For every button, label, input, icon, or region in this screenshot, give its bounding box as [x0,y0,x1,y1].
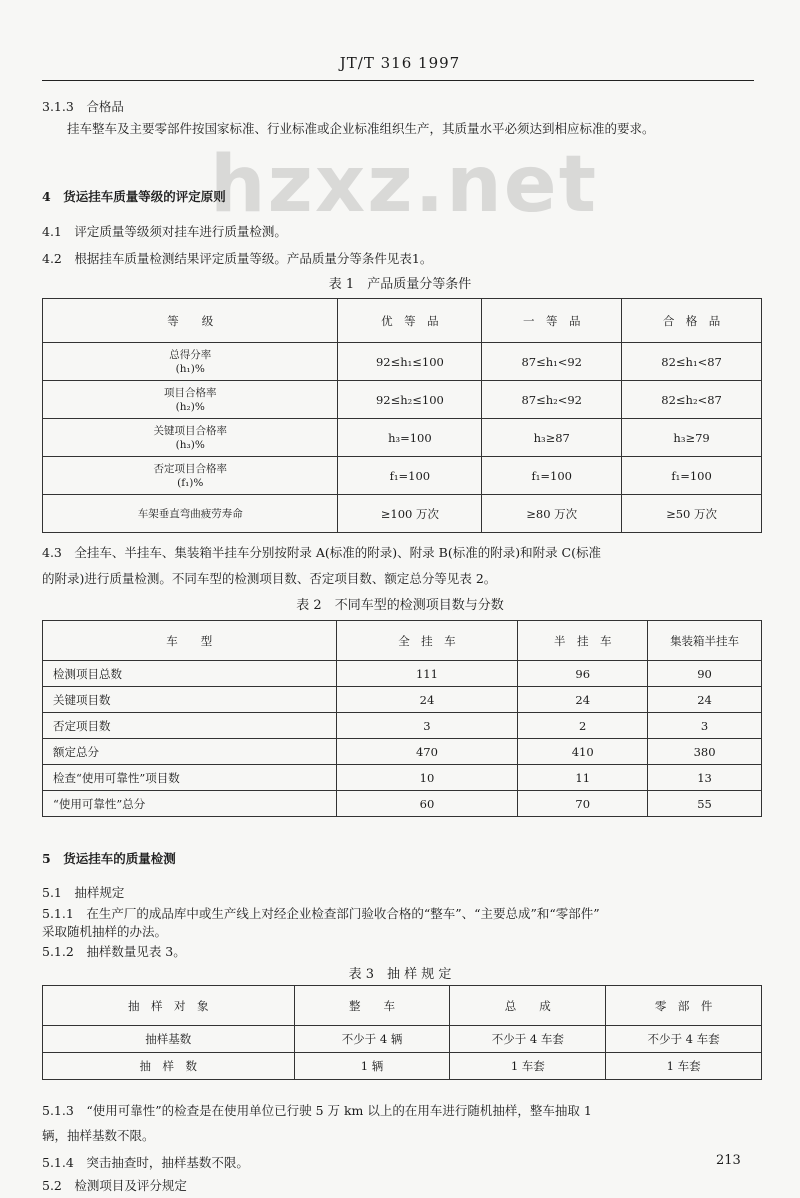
section-4-2: 4.2 根据挂车质量检测结果评定质量等级。产品质量分等条件见表1。 [42,251,433,266]
section-5-1-4: 5.1.4 突击抽查时，抽样基数不限。 [42,1155,249,1170]
table-row [43,495,762,533]
table-row [43,791,762,817]
standard-header: JT/T 316 1997 [339,54,461,72]
table-3-header-cell: 零 部 件 [606,986,762,1026]
table-row [43,1026,762,1053]
table-cell: 87≤h₁<92 [482,343,622,381]
section-3-1-3-body: 挂车整车及主要零部件按国家标准、行业标准或企业标准组织生产，其质量水平必须达到相应标准的要求。 [67,121,655,136]
table-2-header-cell: 车 型 [43,621,337,661]
table-cell: 1 辆 [294,1053,450,1080]
table-cell: 70 [518,791,648,817]
table-cell: 10 [336,765,518,791]
table-cell: 3 [336,713,518,739]
section-5-1-heading: 5.1 抽样规定 [42,885,125,900]
table-cell: 92≤h₁≤100 [338,343,482,381]
table-cell: 60 [336,791,518,817]
table-cell: 1 车套 [450,1053,606,1080]
table-cell: f₁=100 [338,457,482,495]
section-3-1-3-heading: 3.1.3 合格品 [42,99,124,114]
table-row [43,457,762,495]
table-2-row-label: 额定总分 [43,739,337,765]
table-cell: 96 [518,661,648,687]
table-cell: ≥80 万次 [482,495,622,533]
table-cell: 11 [518,765,648,791]
table-row [43,1053,762,1080]
table-2-header-cell: 全 挂 车 [336,621,518,661]
section-4-3-line-1: 4.3 全挂车、半挂车、集装箱半挂车分别按附录 A(标准的附录)、附录 B(标准的附录)和附录 C(标准 [42,545,601,560]
table-cell: 1 车套 [606,1053,762,1080]
table-cell: 24 [648,687,762,713]
table-cell: h₃=100 [338,419,482,457]
section-5-1-2: 5.1.2 抽样数量见表 3。 [42,944,186,959]
table-cell: 92≤h₂≤100 [338,381,482,419]
table-3-header-cell: 整 车 [294,986,450,1026]
watermark: hzxz.net [210,140,598,230]
table-2-row-label: 否定项目数 [43,713,337,739]
table-cell: 不少于 4 车套 [450,1026,606,1053]
section-5-1-1-line-1: 5.1.1 在生产厂的成品库中或生产线上对经企业检查部门验收合格的“整车”、“主要总成”和“零部件” [42,906,600,921]
table-cell: 13 [648,765,762,791]
table-cell: f₁=100 [622,457,762,495]
table-1-header-row [43,299,762,343]
table-2-row-label: 检查“使用可靠性”项目数 [43,765,337,791]
table-1-row-label: 总得分率 (h₁)% [43,343,338,381]
section-5-heading: 5 货运挂车的质量检测 [42,851,176,866]
section-5-1-1-line-2: 采取随机抽样的办法。 [42,924,168,939]
header-rule [42,80,754,81]
table-cell: ≥50 万次 [622,495,762,533]
table-1-row-label: 否定项目合格率 (f₁)% [43,457,338,495]
table-cell: 82≤h₁<87 [622,343,762,381]
table-cell: 82≤h₂<87 [622,381,762,419]
table-2-header-row [43,621,762,661]
table-row [43,381,762,419]
table-2-caption: 表 2 不同车型的检测项目数与分数 [296,598,504,613]
table-cell: 90 [648,661,762,687]
section-5-1-3-line-1: 5.1.3 “使用可靠性”的检查是在使用单位已行驶 5 万 km 以上的在用车进行随机抽样，整车抽取 1 [42,1103,592,1118]
table-2-row-label: 检测项目总数 [43,661,337,687]
section-4-heading: 4 货运挂车质量等级的评定原则 [42,189,226,204]
table-cell: f₁=100 [482,457,622,495]
section-5-2-heading: 5.2 检测项目及评分规定 [42,1178,187,1193]
table-cell: 不少于 4 车套 [606,1026,762,1053]
table-2-header-cell: 半 挂 车 [518,621,648,661]
table-3-header-cell: 抽 样 对 象 [43,986,295,1026]
table-3-row-label: 抽 样 数 [43,1053,295,1080]
table-3-row-label: 抽样基数 [43,1026,295,1053]
table-1-header-cell: 优 等 品 [338,299,482,343]
table-cell: 111 [336,661,518,687]
table-1-row-label: 车架垂直弯曲疲劳寿命 [43,495,338,533]
table-cell: ≥100 万次 [338,495,482,533]
table-cell: h₃≥79 [622,419,762,457]
section-4-1: 4.1 评定质量等级须对挂车进行质量检测。 [42,224,287,239]
table-cell: 24 [518,687,648,713]
table-3-header-cell: 总 成 [450,986,606,1026]
table-cell: 2 [518,713,648,739]
table-row [43,419,762,457]
table-row [43,343,762,381]
table-2-row-label: 关键项目数 [43,687,337,713]
table-1-caption: 表 1 产品质量分等条件 [328,277,472,292]
table-3-header-row [43,986,762,1026]
table-3-caption: 表 3 抽 样 规 定 [348,967,452,982]
table-cell: 470 [336,739,518,765]
table-row [43,765,762,791]
table-row [43,661,762,687]
section-4-3-line-2: 的附录)进行质量检测。不同车型的检测项目数、否定项目数、额定总分等见表 2。 [42,571,497,586]
table-1 [42,298,762,533]
table-1-header-cell: 等 级 [43,299,338,343]
table-row [43,739,762,765]
table-row [43,687,762,713]
table-1-header-cell: 合 格 品 [622,299,762,343]
table-cell: 410 [518,739,648,765]
table-cell: 55 [648,791,762,817]
table-1-header-cell: 一 等 品 [482,299,622,343]
table-row [43,713,762,739]
table-1-row-label: 项目合格率 (h₂)% [43,381,338,419]
table-2-header-cell: 集装箱半挂车 [648,621,762,661]
table-cell: 3 [648,713,762,739]
table-3 [42,985,762,1080]
table-cell: 不少于 4 辆 [294,1026,450,1053]
table-cell: 87≤h₂<92 [482,381,622,419]
table-cell: 24 [336,687,518,713]
page-number: 213 [716,1153,741,1168]
table-2 [42,620,762,817]
table-cell: h₃≥87 [482,419,622,457]
section-5-1-3-line-2: 辆，抽样基数不限。 [42,1128,155,1143]
table-1-row-label: 关键项目合格率 (h₃)% [43,419,338,457]
table-2-row-label: “使用可靠性”总分 [43,791,337,817]
table-cell: 380 [648,739,762,765]
